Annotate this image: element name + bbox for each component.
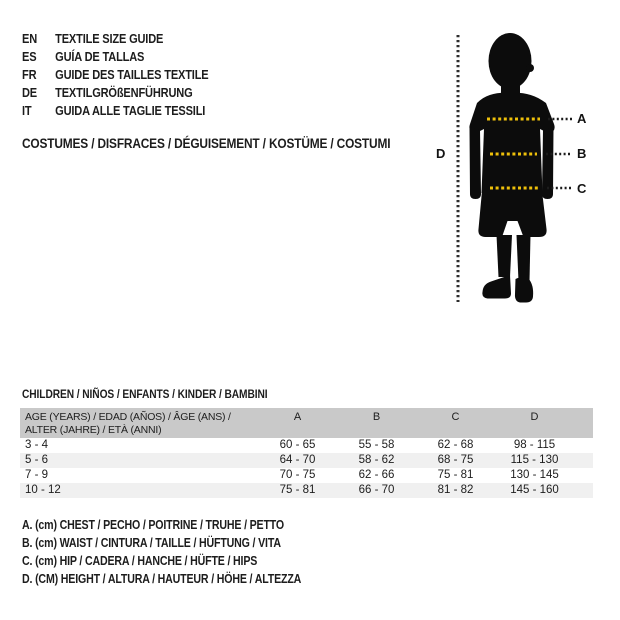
column-header-c: C <box>451 411 460 423</box>
language-code: EN <box>22 31 38 46</box>
language-row <box>22 102 208 120</box>
height-cell: 130 - 145 <box>510 469 559 481</box>
category-title: COSTUMES / DISFRACES / DÉGUISEMENT / KOSTÜME / COSTUMI <box>22 135 391 151</box>
column-header-d: D <box>530 411 539 423</box>
language-code: ES <box>22 49 37 64</box>
language-row <box>22 48 208 66</box>
legend-item-hip: C. (cm) HIP / CADERA / HANCHE / HÜFTE / HIPS <box>22 554 258 568</box>
label-hip-c: C <box>577 181 587 196</box>
language-code: IT <box>22 103 32 118</box>
height-cell: 98 - 115 <box>513 439 556 451</box>
table-row <box>20 468 593 483</box>
age-header-line1: AGE (YEARS) / EDAD (AÑOS) / ÂGE (ANS) / <box>25 411 231 423</box>
hip-cell: 62 - 68 <box>437 439 474 451</box>
language-code: DE <box>22 85 38 100</box>
age-cell: 7 - 9 <box>25 469 49 481</box>
waist-cell: 62 - 66 <box>358 469 395 481</box>
chest-cell: 75 - 81 <box>279 484 316 496</box>
column-header-b: B <box>372 411 381 423</box>
size-table <box>20 408 593 498</box>
age-cell: 5 - 6 <box>25 454 49 466</box>
measurement-legend <box>22 516 301 588</box>
waist-cell: 66 - 70 <box>358 484 395 496</box>
table-row <box>20 453 593 468</box>
table-header-row <box>20 408 593 438</box>
waist-cell: 58 - 62 <box>358 454 395 466</box>
language-list <box>22 30 208 120</box>
language-code: FR <box>22 67 37 82</box>
age-cell: 10 - 12 <box>25 484 61 496</box>
chest-cell: 64 - 70 <box>279 454 316 466</box>
chest-cell: 70 - 75 <box>279 469 316 481</box>
language-label: GUIDA ALLE TAGLIE TESSILI <box>55 103 206 118</box>
language-label: GUIDE DES TAILLES TEXTILE <box>55 67 209 82</box>
age-column-header <box>20 408 258 436</box>
table-row <box>20 438 593 453</box>
age-cell: 3 - 4 <box>25 439 49 451</box>
section-title-children: CHILDREN / NIÑOS / ENFANTS / KINDER / BAMBINI <box>22 387 268 401</box>
legend-item-height: D. (CM) HEIGHT / ALTURA / HAUTEUR / HÖHE / ALTEZZA <box>22 572 302 586</box>
language-label: TEXTILE SIZE GUIDE <box>55 31 164 46</box>
language-row <box>22 66 208 84</box>
hip-cell: 75 - 81 <box>437 469 474 481</box>
language-label: TEXTILGRÖßENFÜHRUNG <box>55 85 193 100</box>
hip-cell: 68 - 75 <box>437 454 474 466</box>
measurement-figure-graphic <box>420 10 620 320</box>
height-cell: 145 - 160 <box>510 484 559 496</box>
waist-cell: 55 - 58 <box>358 439 395 451</box>
language-row <box>22 30 208 48</box>
age-header-line2: ALTER (JAHRE) / ETÀ (ANNI) <box>25 423 162 436</box>
language-label: GUÍA DE TALLAS <box>55 49 145 64</box>
legend-item-waist: B. (cm) WAIST / CINTURA / TAILLE / HÜFTUNG / VITA <box>22 536 281 550</box>
height-cell: 115 - 130 <box>510 454 559 466</box>
language-row <box>22 84 208 102</box>
label-chest-a: A <box>577 111 587 126</box>
table-row <box>20 483 593 498</box>
legend-item-chest: A. (cm) CHEST / PECHO / POITRINE / TRUHE / PETTO <box>22 518 285 532</box>
label-height-d: D <box>436 146 446 161</box>
column-header-a: A <box>293 411 302 423</box>
measurement-figure <box>420 10 620 320</box>
label-waist-b: B <box>577 146 587 161</box>
hip-cell: 81 - 82 <box>437 484 474 496</box>
child-silhouette-icon <box>469 33 554 303</box>
chest-cell: 60 - 65 <box>279 439 316 451</box>
